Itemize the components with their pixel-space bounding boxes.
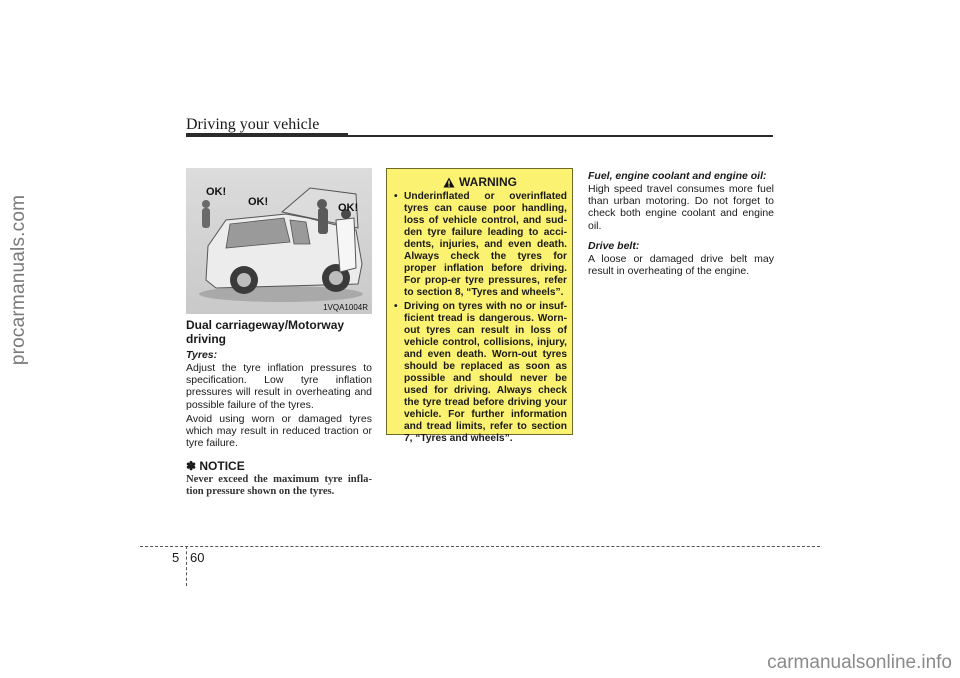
side-watermark bbox=[6, 150, 32, 410]
bottom-watermark: carmanualsonline.info bbox=[767, 652, 952, 673]
tyres-paragraph-2: Avoid using worn or damaged tyres which may result in reduced traction or tyre failure. bbox=[186, 412, 372, 450]
side-watermark-text: procarmanuals.com bbox=[8, 194, 29, 366]
footer-rule bbox=[140, 546, 820, 547]
header-rule-thin bbox=[348, 135, 773, 137]
left-column bbox=[186, 318, 372, 498]
ok-label-2: OK! bbox=[248, 196, 269, 208]
vehicle-illustration bbox=[186, 168, 372, 314]
footer-vertical-rule bbox=[186, 546, 187, 586]
warning-title: WARNING bbox=[459, 175, 517, 189]
belt-paragraph: A loose or damaged drive belt may result in overheating of the engine. bbox=[588, 252, 774, 278]
warning-item-text: Driving on tyres with no or insuf-ficient tread is dangerous. Worn-out tyres can result in loss of vehicle control, collisions, injury, and even death. Worn-out tyres should be replaced as soon as possible and should never be used for driving. Always check the tyre tread before driving your vehicle. For further information and tread limits, refer to section 7, “Tyres and wheels”. bbox=[404, 301, 567, 444]
tyres-paragraph-1: Adjust the tyre inflation pressures to specification. Low tyre inflation pressures will result in overheating and possible failure of the tyres. bbox=[186, 362, 372, 411]
bullet-icon: • bbox=[394, 301, 398, 312]
warning-box bbox=[386, 168, 573, 444]
section-heading: Dual carriageway/Motorway driving bbox=[186, 318, 345, 346]
warning-item bbox=[393, 191, 567, 299]
notice-body: Never exceed the maximum tyre infla-tion pressure shown on the tyres. bbox=[186, 474, 372, 498]
ok-label-1: OK! bbox=[206, 186, 227, 198]
warning-triangle-icon bbox=[443, 177, 455, 188]
page-number: 60 bbox=[190, 550, 205, 565]
warning-item-text: Underinflated or overinflated tyres can cause poor handling, loss of vehicle control, and sud-den tyre failure leading to acci-dents, injuries, and even death. Always check the tyres for proper inflation before driving. For prop-er tyre pressures, refer to section 8, “Tyres and wheels”. bbox=[404, 191, 567, 298]
tyres-subheading: Tyres: bbox=[186, 349, 218, 361]
page-chapter: 5 bbox=[172, 550, 180, 565]
bullet-icon: • bbox=[394, 191, 398, 202]
warning-header bbox=[393, 175, 567, 189]
fuel-subheading: Fuel, engine coolant and engine oil: bbox=[588, 170, 767, 182]
notice-title: ✽ NOTICE bbox=[186, 459, 245, 474]
warning-list bbox=[393, 191, 567, 445]
header-rule-thick bbox=[186, 133, 348, 137]
page-header-title: Driving your vehicle bbox=[186, 116, 320, 133]
ok-label-3: OK! bbox=[338, 202, 359, 214]
fuel-paragraph: High speed travel consumes more fuel than urban motoring. Do not forget to check both engine coolant and engine oil. bbox=[588, 183, 774, 232]
belt-subheading: Drive belt: bbox=[588, 239, 640, 252]
figure-code: 1VQA1004R bbox=[323, 303, 368, 312]
warning-item bbox=[393, 301, 567, 445]
right-column bbox=[588, 167, 774, 279]
